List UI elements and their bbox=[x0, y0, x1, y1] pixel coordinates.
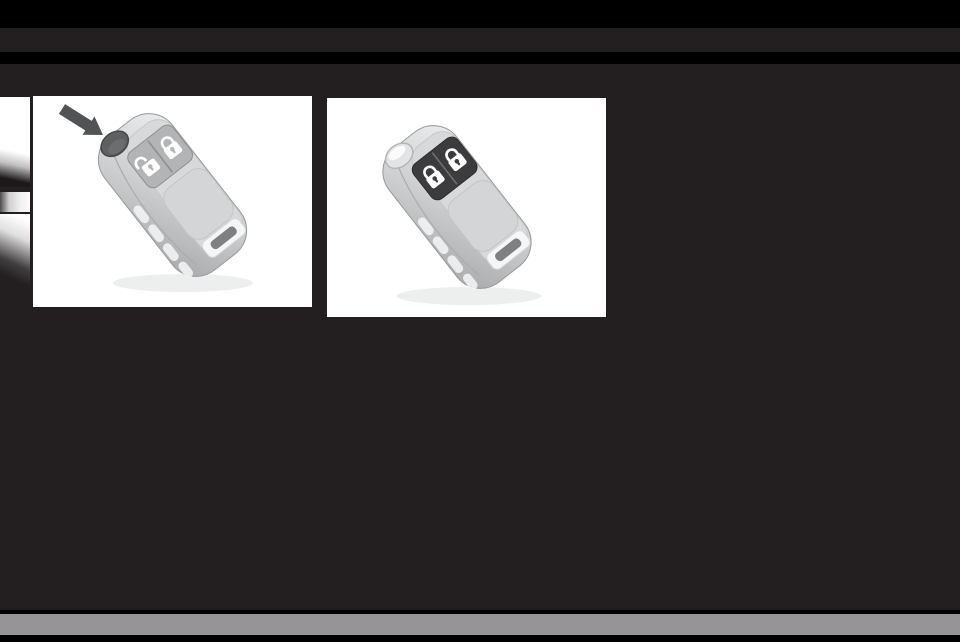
key-shadow bbox=[113, 274, 253, 292]
key-shadow bbox=[397, 287, 541, 305]
figure-key-release bbox=[33, 96, 312, 307]
bottom-gray-bar bbox=[0, 614, 960, 635]
page-edge-fragment-3 bbox=[0, 214, 30, 292]
page-edge-fragment-2 bbox=[0, 192, 30, 212]
flip-key bbox=[85, 100, 259, 288]
key-release-arrow-icon bbox=[62, 109, 103, 135]
flip-key bbox=[370, 112, 544, 300]
top-black-band bbox=[0, 0, 960, 28]
figure-remote-buttons bbox=[327, 98, 606, 317]
page-edge-fragment-1 bbox=[0, 97, 30, 187]
top-separator-band bbox=[0, 52, 960, 64]
bottom-black-band bbox=[0, 635, 960, 642]
